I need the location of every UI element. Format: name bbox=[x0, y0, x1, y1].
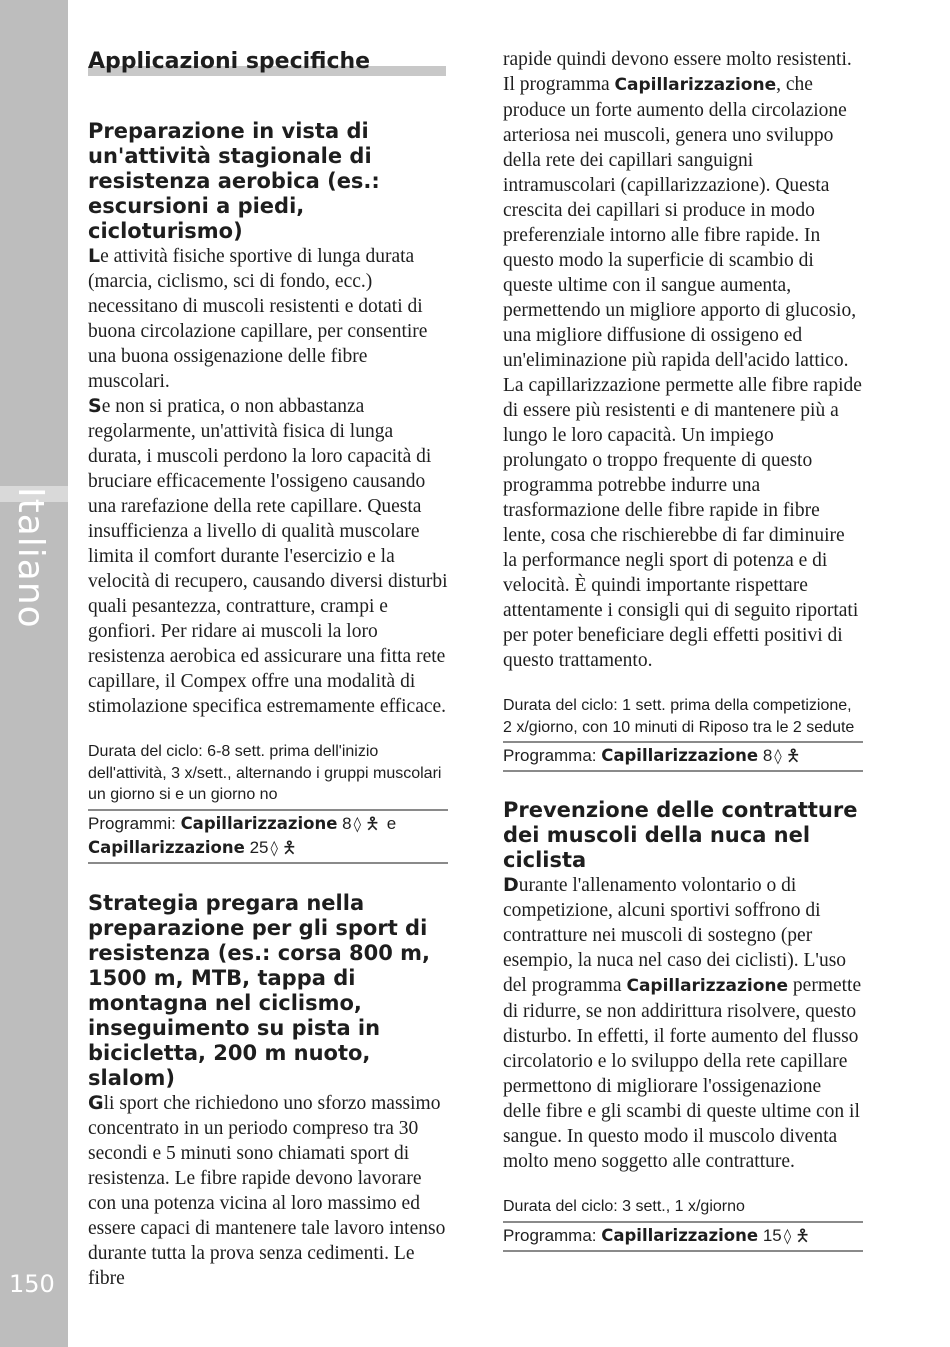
right-column bbox=[503, 47, 863, 1252]
program-number: 15 bbox=[762, 1225, 782, 1245]
paragraph-text: urante l'allenamento volontario o di competizione, alcuni sportivi soffrono di contratture nei muscoli di sostegno (per esempio, la nuca nel caso dei ciclisti). L'uso del programma bbox=[503, 875, 847, 996]
person-standing-icon: 🯅 bbox=[281, 837, 297, 858]
diamond-outline-icon: ◊ bbox=[353, 814, 362, 833]
section-title-pre-race: Strategia pregara nella preparazione per gli sport di resistenza (es.: corsa 800 m, 1500 m, MTB, tappa di montagna nel ciclismo, inseguimento su pista in bicicletta, 200 m nuoto, slalom) bbox=[88, 890, 430, 1090]
program-name: Capillarizzazione bbox=[626, 976, 789, 996]
drop-cap: G bbox=[88, 1091, 104, 1114]
paragraph bbox=[88, 1091, 448, 1291]
paragraph-text: , che produce un forte aumento della circolazione arteriosa nei muscoli, genera uno sviluppo della rete dei capillari sanguigni intramuscolari (capillarizzazione). Questa crescita dei capillari si produce in modo preferenziale intorno alle fibre rapide. In questo modo la superficie di scambio di queste ultime con il sangue aumenta, permettendo un migliore apporto di glucosio, una migliore diffusione di ossigeno ed un'eliminazione più rapida dell'acido lattico. La capillarizzazione permette alle fibre rapide di essere più resistenti e di mantenere più a lungo le loro capacità. Un impiego prolungato o troppo frequente di questo programma potrebbe indurre una trasformazione delle fibre rapide in fibre lente, cosa che rischierebbe di far diminuire la performance negli sport di potenza e di velocità. È quindi importante rispettare attentamente i consigli qui di seguito riportati per poter beneficiare degli effetti positivi di questo trattamento. bbox=[503, 74, 862, 671]
language-sidebar bbox=[0, 0, 68, 1347]
cycle-duration-note: Durata del ciclo: 1 sett. prima della competizione, 2 x/giorno, con 10 minuti di Riposo tra le 2 sedute bbox=[503, 697, 855, 736]
program-label: Programma: bbox=[503, 746, 602, 765]
paragraph-text: rapide quindi devono essere molto resistenti. Il programma bbox=[503, 49, 852, 95]
paragraph bbox=[88, 394, 448, 719]
language-label: Italiano bbox=[10, 487, 51, 629]
paragraph-text: permette di ridurre, se non addirittura risolvere, questo disturbo. In effetti, il forte aumento del flusso circolatorio e lo sviluppo della rete capillare permettono di migliorare l'ossigenazione delle fibre e gli scambi di queste ultime con il sangue. In questo modo il muscolo diventa molto meno soggetto alle contratture. bbox=[503, 975, 862, 1172]
program-box bbox=[88, 809, 448, 864]
program-number: 25 bbox=[249, 837, 269, 857]
program-name: Capillarizzazione bbox=[180, 813, 338, 833]
paragraph bbox=[88, 244, 448, 394]
diamond-outline-icon: ◊ bbox=[774, 747, 782, 765]
program-name: Capillarizzazione bbox=[88, 837, 245, 857]
program-name: Capillarizzazione bbox=[601, 1225, 759, 1245]
drop-cap: S bbox=[88, 395, 102, 417]
program-name: Capillarizzazione bbox=[614, 75, 777, 95]
paragraph-text: li sport che richiedono uno sforzo massimo concentrato in un periodo compreso tra 30 secondi e 5 minuti sono chiamati sport di resistenza. Le fibre rapide devono lavorare con una potenza vicina al loro massimo ed essere capaci di mantenere tale lavoro intenso durante tutta la prova senza cedimenti. Le fibre bbox=[88, 1092, 446, 1289]
left-column bbox=[88, 119, 448, 1291]
person-standing-icon: 🯅 bbox=[785, 746, 801, 766]
program-box bbox=[503, 741, 863, 772]
page-number: 150 bbox=[9, 1270, 55, 1298]
person-standing-icon: 🯅 bbox=[795, 1225, 811, 1246]
program-conjunction: e bbox=[382, 813, 397, 833]
paragraph bbox=[503, 47, 863, 673]
cycle-duration-note: Durata del ciclo: 6-8 sett. prima dell'inizio dell'attività, 3 x/sett., alternando i gruppi muscolari un giorno si e un giorno no bbox=[88, 743, 442, 803]
paragraph-text: e attività fisiche sportive di lunga durata (marcia, ciclismo, sci di fondo, ecc.) necessitano di muscoli resistenti e dotati di buona circolazione capillare, per consentire una buona ossigenazione delle fibre muscolari. bbox=[88, 246, 428, 392]
diamond-outline-icon: ◊ bbox=[783, 1226, 792, 1245]
program-label: Programmi: bbox=[88, 813, 181, 833]
person-standing-icon: 🯅 bbox=[365, 813, 380, 834]
program-name: Capillarizzazione bbox=[601, 746, 759, 765]
drop-cap: D bbox=[503, 874, 519, 896]
drop-cap: L bbox=[88, 245, 101, 267]
program-label: Programma: bbox=[503, 1225, 602, 1245]
page-heading: Applicazioni specifiche bbox=[88, 48, 446, 76]
program-number: 8 bbox=[342, 813, 352, 833]
program-box bbox=[503, 1221, 863, 1252]
diamond-outline-icon: ◊ bbox=[270, 838, 278, 857]
section-title-aerobic: Preparazione in vista di un'attività stagionale di resistenza aerobica (es.: escursioni a piedi, cicloturismo) bbox=[88, 119, 380, 243]
section-title-neck: Prevenzione delle contratture dei muscoli della nuca nel ciclista bbox=[503, 798, 858, 872]
paragraph bbox=[503, 873, 863, 1174]
paragraph-text: e non si pratica, o non abbastanza regolarmente, un'attività fisica di lunga durata, i muscoli perdono la loro capacità di bruciare efficacemente l'ossigeno causando una rarefazione della rete capillare. Questa insufficienza a livello di qualità muscolare limita il comfort durante l'esercizio e la velocità di recupero, causando diversi disturbi quali pesantezza, contratture, crampi e gonfiori. Per ridare ai muscoli la loro resistenza aerobica ed assicurare una fitta rete capillare, il Compex offre una modalità di stimolazione specifica estremamente efficace. bbox=[88, 396, 448, 717]
program-number: 8 bbox=[762, 746, 773, 765]
cycle-duration-note: Durata del ciclo: 3 sett., 1 x/giorno bbox=[503, 1198, 745, 1215]
